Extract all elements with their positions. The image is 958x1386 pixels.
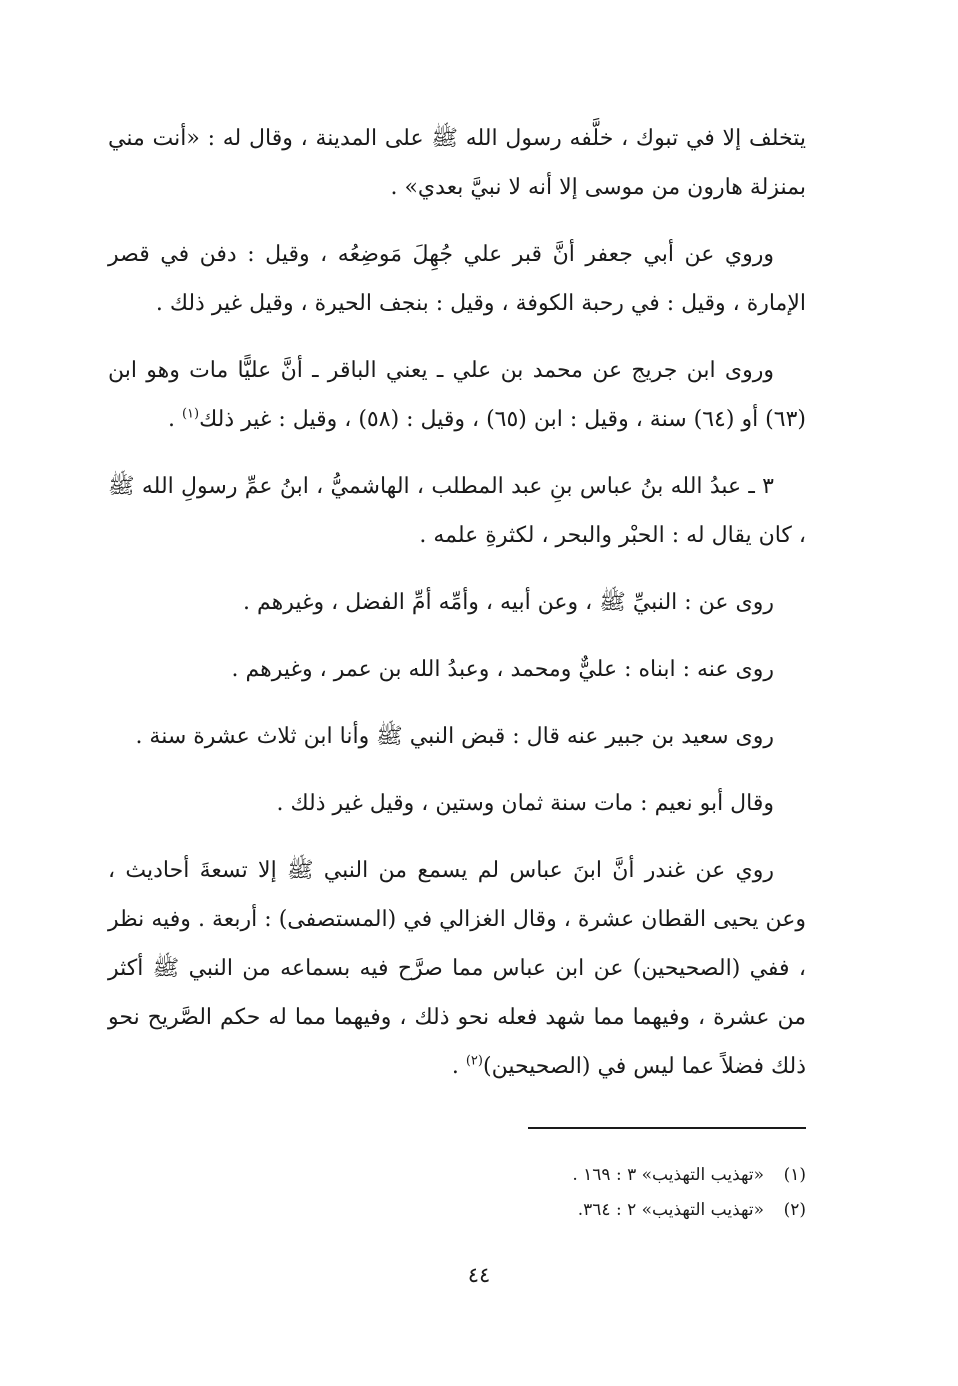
paragraph-8: وقال أبو نعيم : مات سنة ثمان وستين ، وقيل غير ذلك . [276,791,774,816]
footnote-ref-1[interactable]: (١) [181,406,200,422]
paragraph-9-text: روي عن غندر أنَّ ابنَ عباس لم يسمع من النبي ﷺ إلا تسعةَ أحاديث ، وعن يحيى القطان عشرة ، وقال الغزالي في (المستصفى) : أربعة . وفيه نظر ، ففي (الصحيحين) عن ابن عباس مما صرَّح فيه بسماعه من النبي ﷺ أكثر من عشرة ، وفيهما مما شهد فعله نحو ذلك ، وفيهما مما له حكم الصَّريح نحو ذلك فضلاً عما ليس في (الصحيحين) [108,858,806,1079]
footnotes [108,1158,806,1228]
footnote-1 [108,1158,806,1193]
footnote-separator [528,1127,806,1129]
paragraph-2: وروي عن أبي جعفر أنَّ قبر علي جُهِلَ مَوضِعُه ، وقيل : دفن في قصر الإمارة ، وقيل : في رحبة الكوفة ، وقيل : بنجف الحيرة ، وقيل غير ذلك . [108,242,806,316]
paragraph-4-ibn-abbas-heading: ٣ ـ عبدُ الله بنُ عباس بنِ عبد المطلب ، الهاشميُّ ، ابنُ عمِّ رسولِ الله ﷺ ، كان يقال له : الحبْر والبحر ، لكثرةِ علمه . [108,474,806,548]
paragraph-5: روى عن : النبيِّ ﷺ ، وعن أبيه ، وأمِّه أمِّ الفضل ، وغيرهم . [242,590,774,615]
paragraph-3-text: وروى ابن جريج عن محمد بن علي ـ يعني الباقر ـ أنَّ عليًّا مات وهو ابن (٦٣) أو (٦٤) سنة ، وقيل : ابن (٦٥) ، وقيل : (٥٨) ، وقيل : غير ذلك [108,358,806,432]
paragraph-3-end: . [167,407,182,432]
footnote-1-number: (١) [783,1165,806,1185]
page-number: ٤٤ [467,1263,491,1287]
footnote-2-text: «تهذيب التهذيب» ٢ : ٣٦٤. [577,1200,764,1220]
paragraph-6: روى عنه : ابناه : عليٌّ ومحمد ، وعبدُ الله بن عمر ، وغيرهم . [231,657,774,682]
footnote-2 [108,1193,806,1228]
footnote-2-number: (٢) [783,1200,806,1220]
footnote-1-text: «تهذيب التهذيب» ٣ : ١٦٩ . [572,1165,764,1185]
paragraph-1: يتخلف إلا في تبوك ، خلَّفه رسول الله ﷺ على المدينة ، وقال له : «أنت مني بمنزلة هارون من موسى إلا أنه لا نبيَّ بعدي» . [108,126,806,200]
paragraph-7: روى سعيد بن جبير عنه قال : قبض النبي ﷺ وأنا ابن ثلاث عشرة سنة . [135,724,774,749]
main-text [108,114,806,1109]
footnote-ref-2[interactable]: (٢) [465,1053,483,1069]
paragraph-3 [108,346,806,444]
paragraph-9-end: . [451,1054,466,1079]
paragraph-9 [108,846,806,1091]
